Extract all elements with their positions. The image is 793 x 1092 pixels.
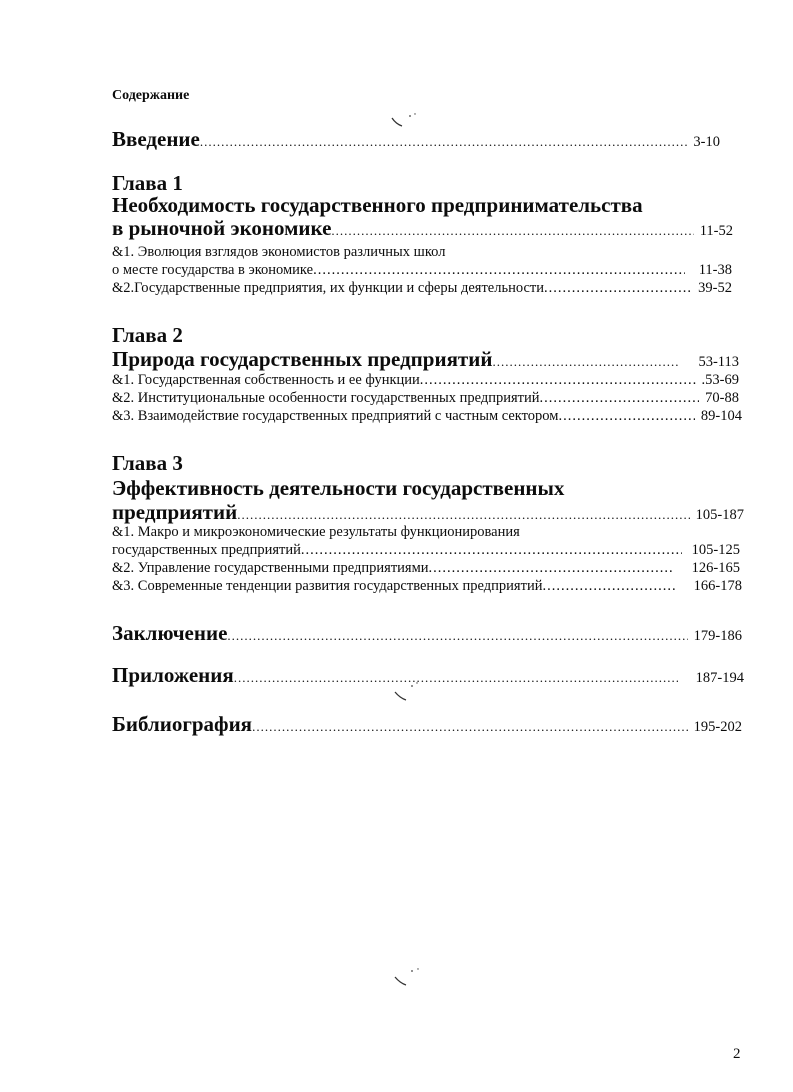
entry-label: предприятий	[112, 500, 238, 524]
section-label-line: &1. Эволюция взглядов экономистов различных школ	[112, 244, 446, 260]
scan-mark	[388, 108, 428, 130]
entry-label: &3. Взаимодействие государственных предприятий с частным сектором	[112, 408, 559, 424]
page-number: 2	[733, 1046, 741, 1062]
chapter-title: Необходимость государственного предпринимательства	[112, 193, 643, 217]
toc-entry-section	[112, 371, 739, 389]
chapter-heading: Глава 2	[112, 323, 183, 347]
toc-entry-section	[112, 577, 742, 595]
entry-pages: 179-186	[693, 628, 742, 644]
entry-pages: 187-194	[695, 670, 744, 686]
dot-leader	[227, 623, 687, 649]
dot-leader	[234, 665, 678, 691]
toc-title: Содержание	[112, 88, 190, 103]
dot-leader	[420, 371, 696, 389]
dot-leader	[558, 407, 694, 425]
entry-pages: 105-125	[691, 542, 740, 558]
entry-label: &2. Институциональные особенности государственных предприятий	[112, 390, 540, 406]
section-label-line: &1. Макро и микроэкономические результаты функционирования	[112, 524, 520, 540]
entry-pages: 89-104	[700, 408, 742, 424]
entry-pages: 126-165	[691, 560, 740, 576]
entry-label: Приложения	[112, 663, 234, 687]
toc-entry-section	[112, 541, 740, 559]
entry-label: о месте государства в экономике	[112, 262, 314, 278]
dot-leader	[540, 389, 700, 407]
chapter-title: Эффективность деятельности государственных	[112, 476, 565, 500]
dot-leader	[542, 577, 675, 595]
scan-mark	[392, 680, 432, 704]
toc-entry-section	[112, 559, 740, 577]
entry-label: &3. Современные тенденции развития государственных предприятий	[112, 578, 543, 594]
entry-pages: 70-88	[705, 390, 739, 406]
dot-leader	[313, 261, 685, 279]
entry-pages: 166-178	[693, 578, 742, 594]
chapter-heading: Глава 1	[112, 171, 183, 195]
entry-pages: .53-69	[701, 372, 739, 388]
toc-entry-section	[112, 261, 732, 279]
dot-leader	[200, 129, 688, 155]
entry-label: Природа государственных предприятий	[112, 347, 493, 371]
entry-label: Введение	[112, 127, 200, 151]
entry-pages: 105-187	[695, 507, 744, 523]
dot-leader	[252, 714, 688, 740]
entry-label: государственных предприятий	[112, 542, 301, 558]
entry-pages: 39-52	[698, 280, 732, 296]
entry-label: &2.Государственные предприятия, их функции и сферы деятельности	[112, 280, 544, 296]
toc-entry-section	[112, 407, 742, 425]
entry-pages: 11-38	[698, 262, 732, 278]
dot-leader	[331, 218, 693, 244]
entry-label: &2. Управление государственными предприятиями	[112, 560, 429, 576]
chapter-heading: Глава 3	[112, 451, 183, 475]
scan-mark	[392, 965, 432, 989]
entry-label: Библиография	[112, 712, 253, 736]
toc-entry-section	[112, 389, 739, 407]
entry-pages: 53-113	[698, 354, 739, 370]
toc-entry-conclusion	[112, 620, 742, 649]
entry-label: &1. Государственная собственность и ее функции	[112, 372, 420, 388]
toc-entry-chapter	[112, 215, 733, 244]
entry-pages: 11-52	[699, 223, 733, 239]
entry-pages: 195-202	[693, 719, 742, 735]
dot-leader	[301, 541, 682, 559]
entry-pages: 3-10	[693, 134, 720, 150]
toc-entry-intro	[112, 126, 720, 155]
entry-label: Заключение	[112, 621, 228, 645]
dot-leader	[544, 279, 692, 297]
dot-leader	[429, 559, 674, 577]
toc-entry-bibliography	[112, 711, 742, 740]
entry-label: в рыночной экономике	[112, 216, 332, 240]
toc-entry-section	[112, 279, 732, 297]
